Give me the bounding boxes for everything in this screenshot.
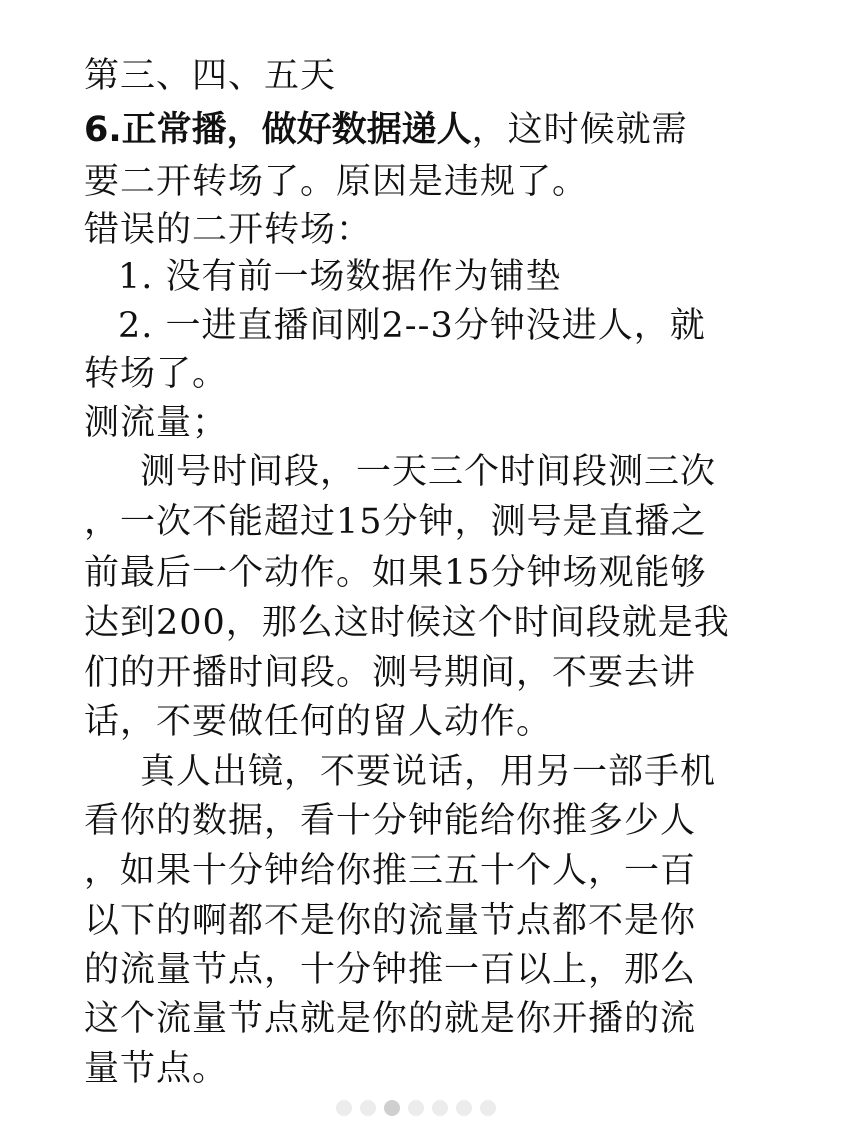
paragraph-2-line: 的流量节点，十分钟推一百以上，那么 — [84, 950, 697, 990]
paragraph-2-line: 量节点。 — [84, 1049, 229, 1089]
paragraph-1-line: 们的开播时间段。测号期间，不要去讲 — [84, 653, 697, 693]
paragraph-2-line: 以下的啊都不是你的流量节点都不是你 — [84, 901, 697, 941]
wrong-item-1: 1. 没有前一场数据作为铺垫 — [118, 257, 562, 297]
point-6-line — [84, 110, 688, 150]
wrong-item-2-cont: 转场了。 — [84, 354, 229, 394]
page-indicator-dot[interactable] — [432, 1100, 448, 1116]
page-indicator-dot-active[interactable] — [384, 1100, 400, 1116]
paragraph-2-line: 真人出镜，不要说话，用另一部手机 — [140, 752, 717, 792]
wrong-title: 错误的二开转场： — [84, 210, 373, 250]
test-title: 测流量； — [84, 403, 229, 443]
paragraph-2-line: 这个流量节点就是你的就是你开播的流 — [84, 999, 697, 1039]
page-indicator-dot[interactable] — [360, 1100, 376, 1116]
page-indicator-dot[interactable] — [408, 1100, 424, 1116]
text-line: 要二开转场了。原因是违规了。 — [84, 162, 589, 202]
paragraph-2-line: ，如果十分钟给你推三五十个人，一百 — [84, 851, 697, 891]
paragraph-1-line: 达到200，那么这时候这个时间段就是我 — [84, 603, 730, 643]
page-indicator-dot[interactable] — [336, 1100, 352, 1116]
page-indicator[interactable] — [336, 1100, 496, 1116]
page-indicator-dot[interactable] — [480, 1100, 496, 1116]
point-6-rest: ，这时候就需 — [471, 110, 688, 150]
paragraph-2-line: 看你的数据，看十分钟能给你推多少人 — [84, 801, 697, 841]
paragraph-1-line: 测号时间段，一天三个时间段测三次 — [140, 452, 717, 492]
page-indicator-dot[interactable] — [456, 1100, 472, 1116]
heading: 第三、四、五天 — [84, 56, 337, 96]
paragraph-1-line: 话，不要做任何的留人动作。 — [84, 702, 553, 742]
paragraph-1-line: 前最后一个动作。如果15分钟场观能够 — [84, 553, 707, 593]
point-6-bold: 6.正常播，做好数据递人 — [84, 110, 472, 150]
wrong-item-2: 2. 一进直播间刚2--3分钟没进人，就 — [118, 306, 706, 346]
paragraph-1-line: ，一次不能超过15分钟，测号是直播之 — [84, 502, 707, 542]
